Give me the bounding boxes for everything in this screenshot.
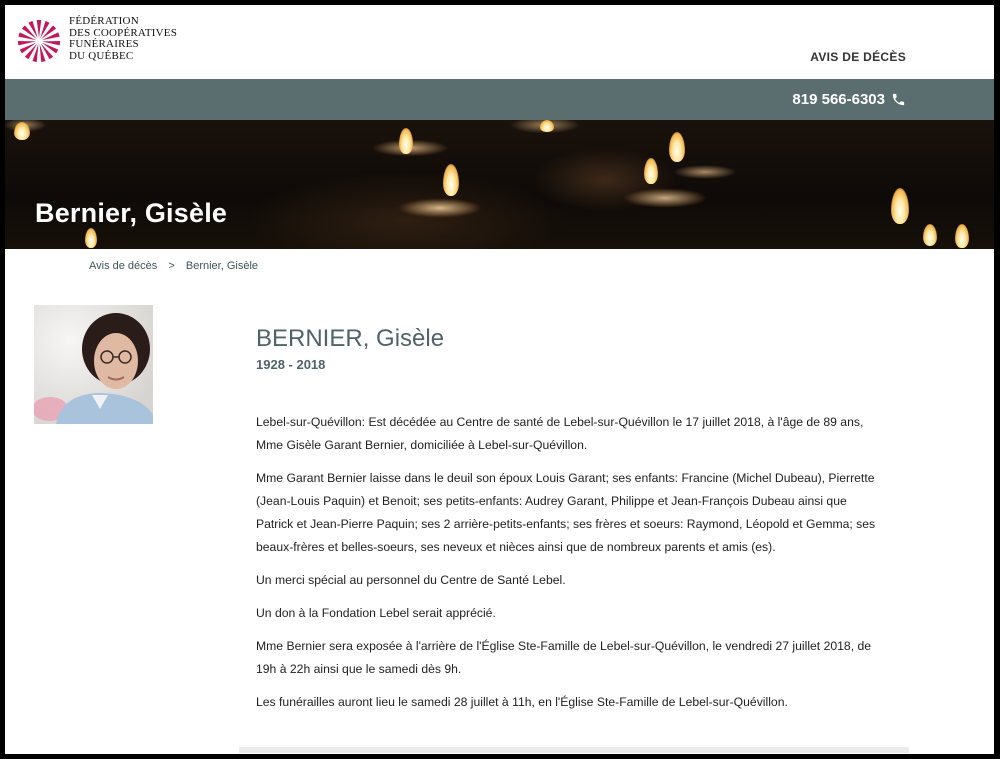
breadcrumb-link-avis[interactable]: Avis de décès — [89, 260, 158, 272]
portrait-image — [34, 305, 153, 424]
contact-bar — [5, 79, 994, 120]
header — [5, 5, 994, 79]
phone-link[interactable] — [792, 91, 906, 108]
deceased-photo — [34, 305, 153, 424]
obituary-paragraph: Un don à la Fondation Lebel serait apprécié. — [256, 606, 496, 620]
obituary-paragraph: Mme Bernier sera exposée à l'arrière de l'Église Ste-Famille de Lebel-sur-Quévillon, le vendredi 27 juillet 2018, de 19h à 22h ainsi que le samedi dès 9h. — [256, 639, 872, 676]
breadcrumb — [89, 260, 258, 272]
logo-text — [69, 16, 177, 62]
logo-mark-icon — [16, 18, 62, 64]
site-logo[interactable] — [16, 16, 176, 66]
obituary-years: 1928 - 2018 — [256, 357, 326, 372]
candle-flame — [644, 158, 658, 184]
obituary-paragraph: Lebel-sur-Quévillon: Est décédée au Centre de santé de Lebel-sur-Quévillon le 17 juillet 2018, à l'âge de 89 ans, Mme Gisèle Garant Bernier, domiciliée à Lebel-sur-Quévillon. — [256, 415, 864, 452]
candle-flame — [955, 224, 969, 248]
logo-line: DU QUÉBEC — [69, 49, 134, 62]
breadcrumb-current[interactable]: Bernier, Gisèle — [185, 260, 259, 272]
nav-avis-de-deces[interactable]: AVIS DE DÉCÈS — [810, 50, 906, 64]
candle-flame — [540, 120, 554, 132]
obituary-name: BERNIER, Gisèle — [256, 325, 445, 352]
logo-line: FÉDÉRATION — [69, 15, 139, 27]
candle-flame — [14, 122, 30, 140]
candle-flame — [399, 128, 413, 154]
section-divider — [239, 747, 909, 753]
breadcrumb-separator: > — [168, 260, 175, 272]
obituary-paragraph: Un merci spécial au personnel du Centre de Santé Lebel. — [256, 573, 566, 587]
candle-flame — [891, 188, 909, 224]
obituary-paragraph: Les funérailles auront lieu le samedi 28 juillet à 11h, en l'Église Ste-Famille de Lebel-sur-Quévillon. — [256, 695, 788, 709]
phone-number: 819 566-6303 — [792, 91, 885, 108]
page — [5, 5, 994, 754]
candle-flame — [85, 228, 97, 248]
candle-flame — [923, 224, 937, 246]
obituary-text — [256, 411, 881, 724]
logo-line: FUNÉRAIRES — [69, 38, 139, 50]
obituary-paragraph: Mme Garant Bernier laisse dans le deuil son époux Louis Garant; ses enfants: Francine (Michel Dubeau), Pierrette (Jean-Louis Paquin) et Benoit; ses petits-enfants: Audrey Garant, Philippe et Jean-François Dubeau ainsi que Patrick et Jean-Pierre Paquin; ses 2 arrière-petits-enfants; ses frères et soeurs: Raymond, Léopold et Gemma; ses beaux-frères et belles-soeurs, ses neveux et nièces ainsi que de nombreux parents et amis (es). — [256, 471, 876, 554]
hero-banner — [5, 120, 994, 249]
banner-title: Bernier, Gisèle — [35, 198, 228, 228]
candle-flame — [669, 132, 685, 162]
phone-icon — [891, 92, 906, 107]
candle-flame — [443, 164, 459, 196]
logo-line: DES COOPÉRATIVES — [69, 26, 178, 39]
